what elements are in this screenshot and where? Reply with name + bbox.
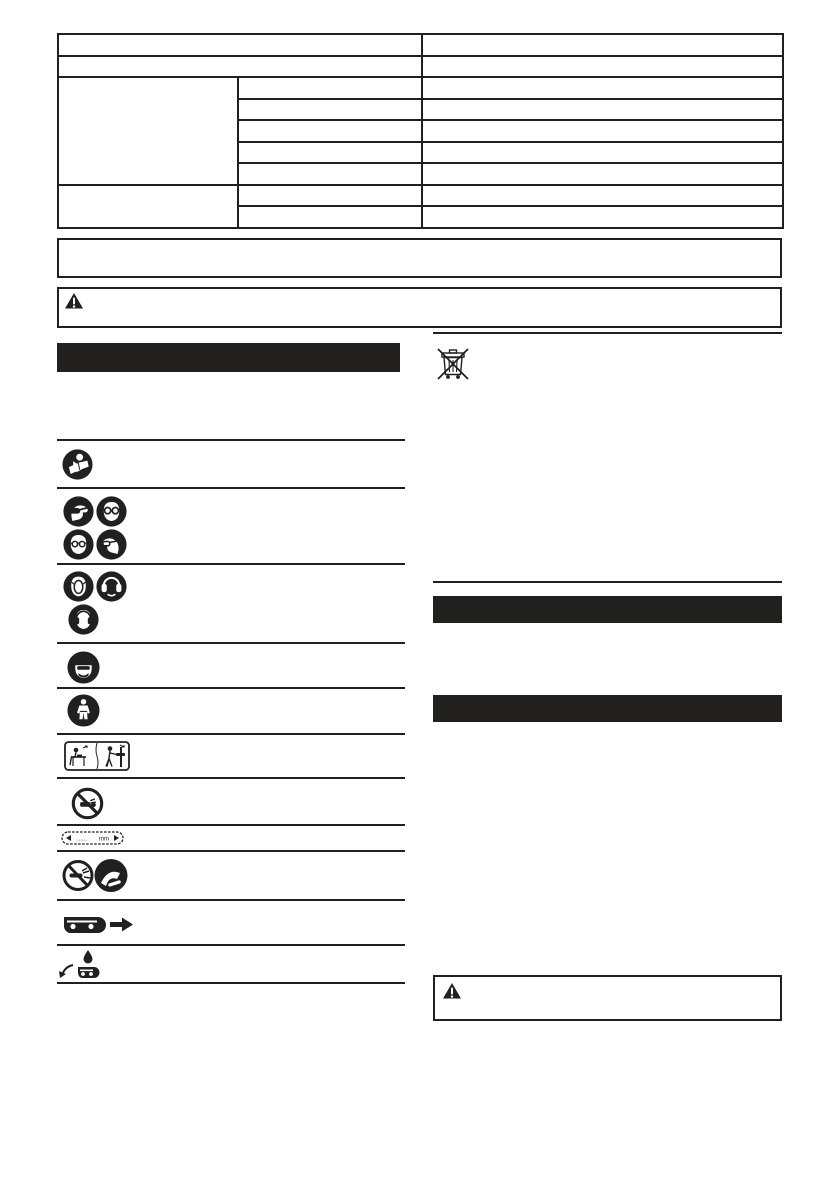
divider-rule — [433, 332, 782, 334]
divider-rule — [57, 850, 405, 852]
weee-crossed-bin-icon — [437, 346, 469, 382]
protective-clothing-icon — [67, 694, 100, 727]
read-manual-icon — [62, 449, 93, 480]
helmet-goggles-mask-icon — [67, 651, 100, 684]
table-cell — [422, 99, 783, 121]
face-protection-icon — [63, 571, 94, 602]
table-cell — [238, 77, 422, 99]
warning-triangle-icon — [442, 982, 462, 1000]
table-cell — [422, 56, 783, 78]
warning-triangle-icon — [64, 292, 84, 310]
goggles-side-icon — [63, 496, 94, 527]
divider-rule — [57, 439, 405, 441]
table-cell — [58, 185, 238, 228]
divider-rule — [57, 687, 405, 689]
guide-bar-length-icon — [61, 831, 124, 845]
table-cell — [422, 185, 783, 207]
divider-rule — [57, 487, 405, 489]
table-cell — [238, 120, 422, 142]
table-cell — [58, 34, 422, 56]
table-row — [58, 34, 783, 56]
table-cell — [238, 142, 422, 164]
symbols-section-bar — [57, 343, 400, 372]
table-row — [58, 185, 783, 207]
kickback-warning-icon — [61, 858, 131, 893]
divider-rule — [433, 581, 782, 583]
divider-rule — [57, 733, 405, 735]
divider-rule — [57, 563, 405, 565]
table-cell — [422, 77, 783, 99]
guide-bar-unit-label: mm — [99, 836, 109, 843]
table-cell — [58, 77, 238, 185]
divider-rule — [57, 777, 405, 779]
divider-rule — [57, 982, 405, 984]
table-cell — [238, 163, 422, 185]
table-cell — [422, 163, 783, 185]
glasses-front-icon — [63, 529, 94, 560]
guide-bar-dots: ...... — [77, 836, 88, 843]
one-hand-use-prohibited-icon — [71, 787, 104, 820]
chain-direction-icon — [62, 912, 134, 936]
table-cell — [422, 34, 783, 56]
notice-box — [57, 238, 782, 278]
right-section-bar-2 — [433, 695, 782, 722]
warning-box-right — [433, 975, 782, 1021]
warning-box — [57, 287, 782, 328]
table-row — [58, 77, 783, 99]
glasses-side-icon — [96, 529, 127, 560]
table-cell — [422, 142, 783, 164]
divider-rule — [57, 642, 405, 644]
ear-protection-icon — [68, 604, 99, 635]
table-cell — [422, 206, 783, 228]
table-cell — [238, 206, 422, 228]
table-cell — [422, 120, 783, 142]
divider-rule — [57, 899, 405, 901]
specifications-table — [57, 33, 784, 229]
goggles-front-icon — [96, 496, 127, 527]
chain-oil-icon — [57, 949, 105, 981]
table-cell — [238, 185, 422, 207]
divider-rule — [57, 824, 405, 826]
seek-instruction-icon — [64, 741, 130, 771]
ear-muffs-icon — [96, 571, 127, 602]
right-section-bar-1 — [433, 596, 782, 623]
table-cell — [238, 99, 422, 121]
table-row — [58, 56, 783, 78]
table-cell — [58, 56, 422, 78]
divider-rule — [57, 944, 405, 946]
